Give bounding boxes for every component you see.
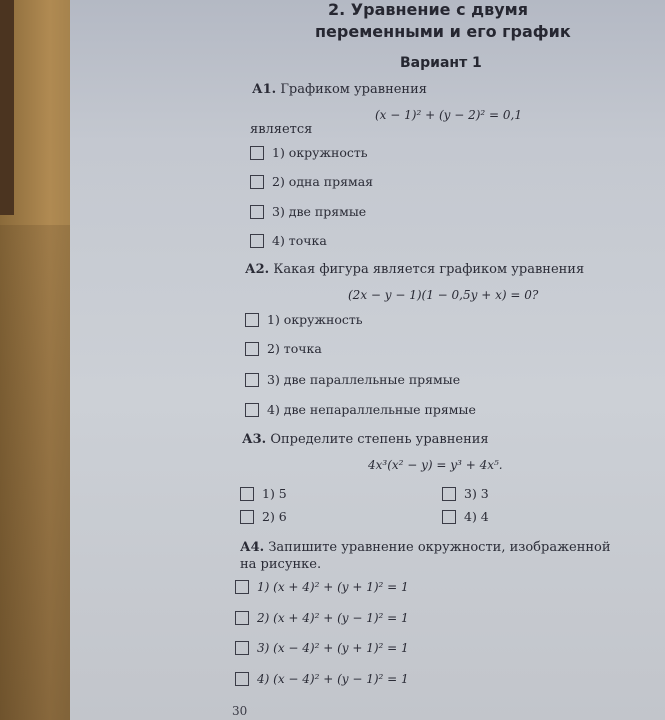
question-text: Графиком уравнения bbox=[280, 82, 427, 97]
question-a1 bbox=[252, 82, 427, 97]
checkbox[interactable] bbox=[442, 510, 456, 524]
question-text: Запишите уравнение окружности, изображенной bbox=[268, 540, 611, 555]
option-label: 3) две прямые bbox=[272, 204, 367, 219]
option-label: 4) (x − 4)² + (y − 1)² = 1 bbox=[257, 672, 409, 686]
question-number: А1. bbox=[252, 82, 277, 97]
formula-a2: (2x − y − 1)(1 − 0,5y + x) = 0? bbox=[348, 288, 539, 302]
option-label: 1) окружность bbox=[267, 312, 363, 327]
option-a1-2[interactable] bbox=[250, 174, 373, 189]
option-a4-3[interactable] bbox=[235, 641, 409, 655]
question-a3 bbox=[242, 432, 489, 447]
question-a4 bbox=[240, 540, 611, 555]
option-a2-4[interactable] bbox=[245, 402, 476, 417]
checkbox[interactable] bbox=[240, 487, 254, 501]
option-label: 2) 6 bbox=[262, 509, 287, 524]
option-a1-3[interactable] bbox=[250, 204, 366, 219]
option-label: 1) окружность bbox=[272, 145, 368, 160]
question-text: Какая фигура является графиком уравнения bbox=[273, 262, 585, 277]
option-label: 4) точка bbox=[272, 233, 327, 248]
option-label: 2) одна прямая bbox=[272, 174, 374, 189]
option-label: 1) (x + 4)² + (y + 1)² = 1 bbox=[257, 580, 409, 594]
option-label: 2) (x + 4)² + (y − 1)² = 1 bbox=[257, 611, 409, 625]
question-text: Определите степень уравнения bbox=[270, 432, 489, 447]
checkbox[interactable] bbox=[245, 342, 259, 356]
option-label: 2) точка bbox=[267, 341, 322, 356]
window-frame bbox=[0, 0, 14, 215]
option-a4-1[interactable] bbox=[235, 580, 409, 594]
checkbox[interactable] bbox=[235, 580, 249, 594]
option-a4-2[interactable] bbox=[235, 611, 409, 625]
option-a3-1[interactable] bbox=[240, 486, 287, 501]
question-number: А2. bbox=[245, 262, 270, 277]
variant-label: Вариант 1 bbox=[400, 55, 482, 71]
option-label: 3) 3 bbox=[464, 486, 489, 501]
option-a2-2[interactable] bbox=[245, 341, 322, 356]
formula-a1: (x − 1)² + (y − 2)² = 0,1 bbox=[375, 108, 522, 122]
option-label: 4) две непараллельные прямые bbox=[267, 402, 476, 417]
option-a3-2[interactable] bbox=[240, 509, 287, 524]
question-number: А4. bbox=[240, 540, 265, 555]
option-a4-4[interactable] bbox=[235, 672, 409, 686]
option-label: 1) 5 bbox=[262, 486, 287, 501]
section-title-line2: переменными и его график bbox=[315, 22, 571, 41]
formula-a3: 4x³(x² − y) = y³ + 4x⁵. bbox=[368, 458, 503, 472]
checkbox[interactable] bbox=[250, 146, 264, 160]
checkbox[interactable] bbox=[250, 234, 264, 248]
checkbox[interactable] bbox=[235, 641, 249, 655]
question-a2 bbox=[245, 262, 584, 277]
question-number: А3. bbox=[242, 432, 267, 447]
page-number: 30 bbox=[232, 704, 248, 718]
checkbox[interactable] bbox=[245, 313, 259, 327]
checkbox[interactable] bbox=[245, 373, 259, 387]
checkbox[interactable] bbox=[442, 487, 456, 501]
option-a3-4[interactable] bbox=[442, 509, 489, 524]
option-a2-1[interactable] bbox=[245, 312, 363, 327]
option-a2-3[interactable] bbox=[245, 372, 460, 387]
option-a1-1[interactable] bbox=[250, 145, 368, 160]
checkbox[interactable] bbox=[235, 611, 249, 625]
checkbox[interactable] bbox=[250, 175, 264, 189]
checkbox[interactable] bbox=[235, 672, 249, 686]
checkbox[interactable] bbox=[245, 403, 259, 417]
question-a4-line2: на рисунке. bbox=[240, 557, 322, 572]
option-label: 3) (x − 4)² + (y + 1)² = 1 bbox=[257, 641, 409, 655]
question-a1-suffix: является bbox=[250, 122, 313, 137]
option-label: 4) 4 bbox=[464, 509, 489, 524]
option-a1-4[interactable] bbox=[250, 233, 327, 248]
option-label: 3) две параллельные прямые bbox=[267, 372, 461, 387]
checkbox[interactable] bbox=[240, 510, 254, 524]
worksheet-page bbox=[70, 0, 665, 720]
section-title-line1: 2. Уравнение с двумя bbox=[328, 0, 528, 19]
checkbox[interactable] bbox=[250, 205, 264, 219]
option-a3-3[interactable] bbox=[442, 486, 489, 501]
